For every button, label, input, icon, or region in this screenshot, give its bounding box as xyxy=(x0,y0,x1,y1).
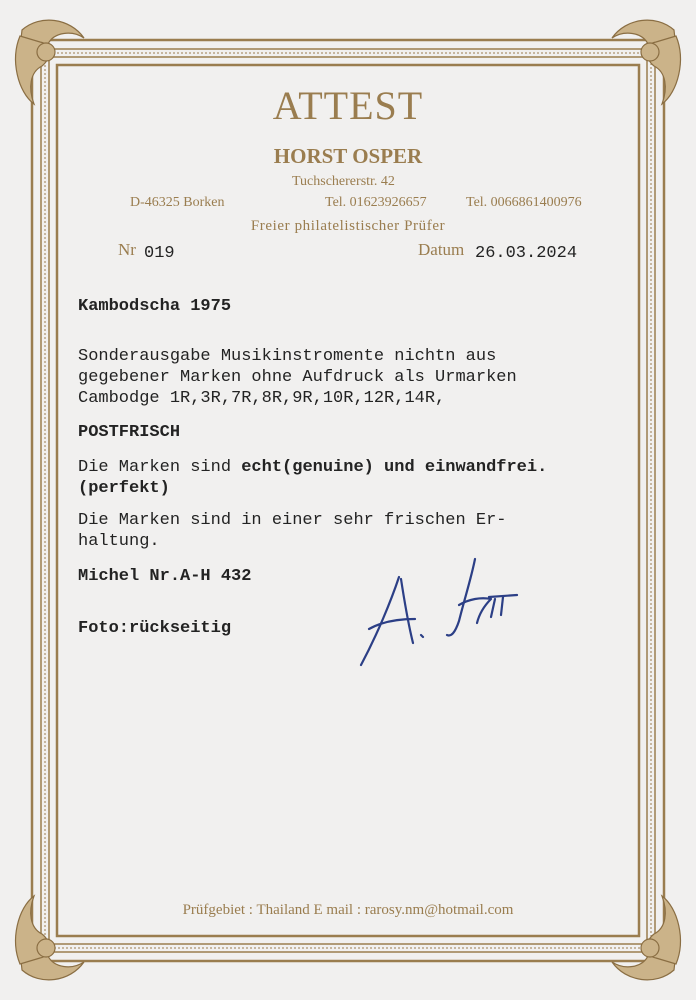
genuine-statement xyxy=(78,457,547,478)
freshness-line-1: Die Marken sind in einer sehr frischen Er- xyxy=(78,511,507,530)
issuer-phone-2: Tel. 0066861400976 xyxy=(466,195,582,210)
description-line-2: gegebener Marken ohne Aufdruck als Urmarken xyxy=(78,368,517,387)
condition-label: POSTFRISCH xyxy=(78,423,181,442)
issuer-phone-1: Tel. 01623926657 xyxy=(325,195,427,210)
photo-note: Foto:rückseitig xyxy=(78,619,232,638)
document-title: ATTEST xyxy=(272,83,424,128)
number-label: Nr xyxy=(118,240,136,259)
date-label: Datum xyxy=(418,240,465,259)
issuer-street: Tuchschererstr. 42 xyxy=(292,174,395,189)
description-line-3: Cambodge 1R,3R,7R,8R,9R,10R,12R,14R, xyxy=(78,389,446,408)
country-year: Kambodscha 1975 xyxy=(78,297,232,316)
genuine-bold: echt(genuine) und einwandfrei. xyxy=(241,458,548,477)
number-value: 019 xyxy=(144,244,175,263)
date-value: 26.03.2024 xyxy=(475,244,578,263)
issuer-name: HORST OSPER xyxy=(273,144,423,168)
genuine-line-2: (perfekt) xyxy=(78,479,170,498)
issuer-role: Freier philatelistischer Prüfer xyxy=(250,218,446,234)
footer-contact: Prüfgebiet : Thailand E mail : rarosy.nm@hotmail.com xyxy=(182,902,514,918)
issuer-city: D-46325 Borken xyxy=(130,195,225,210)
catalog-number: Michel Nr.A-H 432 xyxy=(78,567,252,586)
description-line-1: Sonderausgabe Musikinstromente nichtn aus xyxy=(78,347,497,366)
handwritten-signature xyxy=(355,555,525,670)
genuine-prefix: Die Marken sind xyxy=(78,458,242,477)
freshness-line-2: haltung. xyxy=(78,532,160,551)
